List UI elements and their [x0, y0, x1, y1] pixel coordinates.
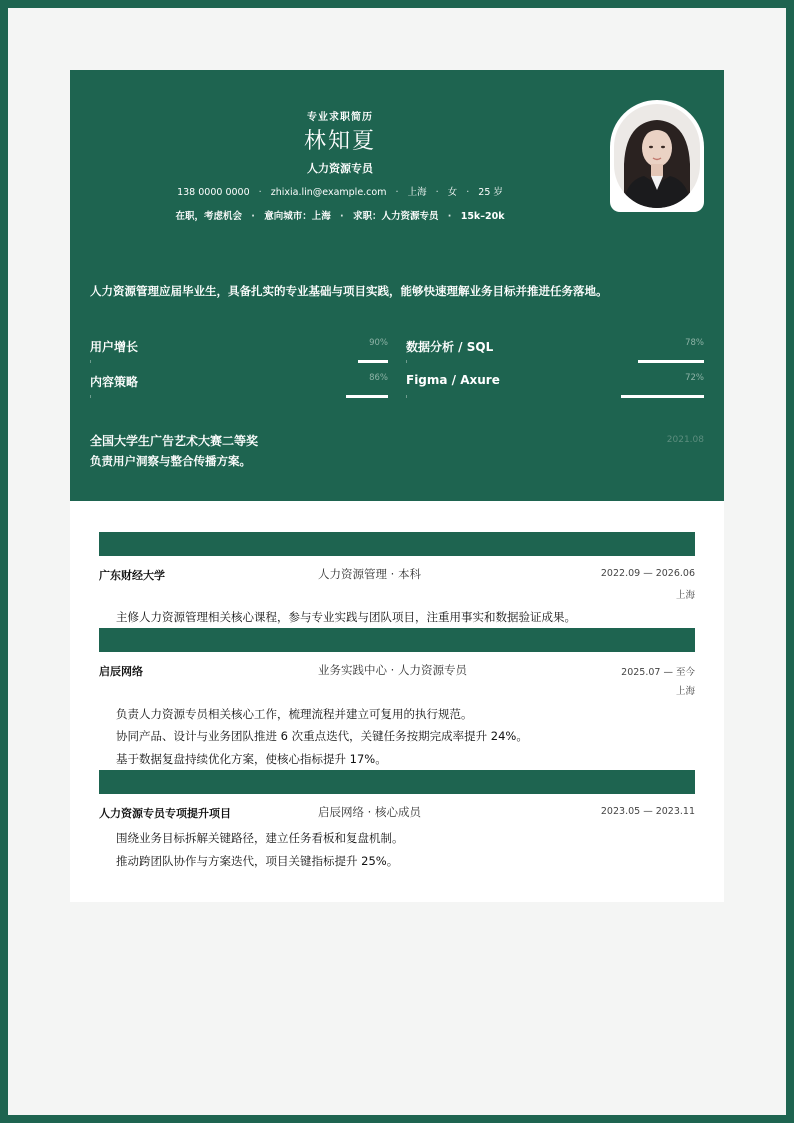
separator: ·: [447, 211, 452, 222]
education-location: 上海: [675, 590, 695, 601]
gender: 女: [447, 187, 458, 198]
candidate-role: 人力资源专员: [307, 162, 373, 175]
award-title: 全国大学生广告艺术大赛二等奖: [90, 434, 259, 448]
work-date: 2025.07 — 至今: [621, 667, 695, 678]
status-line: [70, 208, 610, 222]
separator: ·: [258, 187, 262, 198]
city: 上海: [407, 187, 427, 198]
skill-percent: 72%: [685, 373, 704, 383]
skill-bar-fill: [358, 360, 388, 363]
skill-bar-fill: [346, 395, 388, 398]
section-header-bar: [99, 532, 695, 556]
section-header-bar: [99, 628, 695, 652]
separator: ·: [395, 187, 399, 198]
skill-percent: 86%: [369, 373, 388, 383]
work-bullet: 基于数据复盘持续优化方案，使核心指标提升 17%。: [116, 752, 387, 766]
project-date: 2023.05 — 2023.11: [600, 806, 695, 817]
project-name: 人力资源专员专项提升项目: [99, 807, 231, 820]
school-name: 广东财经大学: [99, 569, 165, 582]
skill-bar: [90, 360, 388, 363]
skill-bar: [90, 395, 388, 398]
award-description: 负责用户洞察与整合传播方案。: [90, 454, 251, 468]
skill-item: [90, 373, 388, 403]
separator: ·: [251, 211, 255, 222]
resume-page: [70, 70, 724, 902]
skill-percent: 78%: [685, 338, 704, 348]
candidate-name: 林知夏: [303, 129, 376, 154]
skill-bar: [406, 360, 704, 363]
separator: ·: [435, 187, 439, 198]
work-bullet: 协同产品、设计与业务团队推进 6 次重点迭代，关键任务按期完成率提升 24%。: [116, 729, 528, 743]
resume-eyebrow: 专业求职简历: [307, 112, 373, 123]
separator: ·: [340, 211, 344, 222]
education-date: 2022.09 — 2026.06: [600, 568, 695, 579]
availability: 在职，考虑机会: [175, 211, 242, 222]
target-role: 求职：人力资源专员: [352, 211, 439, 222]
salary-range: 15k–20k: [460, 211, 505, 222]
project-bullet: 围绕业务目标拆解关键路径，建立任务看板和复盘机制。: [116, 831, 404, 845]
work-location: 上海: [675, 686, 695, 697]
age: 25 岁: [478, 187, 503, 198]
skill-bar: [406, 395, 704, 398]
section-header-bar: [99, 770, 695, 794]
project-bullet: 推动跨团队协作与方案迭代，项目关键指标提升 25%。: [116, 854, 399, 868]
skill-bar-fill: [638, 360, 704, 363]
work-bullet: 负责人力资源专员相关核心工作，梳理流程并建立可复用的执行规范。: [116, 707, 473, 721]
skill-name: 用户增长: [90, 340, 139, 354]
phone-number: 138 0000 0000: [177, 187, 250, 198]
email-address: zhixia.lin@example.com: [270, 187, 387, 198]
skill-percent: 90%: [369, 338, 388, 348]
skill-name: Figma / Axure: [406, 373, 500, 387]
summary-text: 人力资源管理应届毕业生，具备扎实的专业基础与项目实践，能够快速理解业务目标并推进任务落地。: [90, 284, 608, 298]
skill-name: 数据分析 / SQL: [406, 340, 494, 354]
resume-header: [70, 70, 724, 501]
profile-photo: [610, 100, 704, 212]
skill-item: [406, 338, 704, 368]
skill-bar-fill: [621, 395, 704, 398]
portrait-image: [614, 104, 700, 208]
target-city: 意向城市：上海: [264, 211, 331, 222]
project-org-role: 启辰网络 · 核心成员: [318, 805, 421, 819]
award-date: 2021.08: [666, 435, 704, 445]
skill-name: 内容策略: [90, 375, 139, 389]
major-degree: 人力资源管理 · 本科: [318, 567, 421, 581]
education-bullet: 主修人力资源管理相关核心课程，参与专业实践与团队项目，注重用事实和数据验证成果。: [116, 610, 576, 624]
skill-item: [406, 373, 704, 403]
skill-item: [90, 338, 388, 368]
contact-line: [70, 184, 610, 198]
separator: ·: [466, 187, 470, 198]
job-position: 业务实践中心 · 人力资源专员: [318, 663, 467, 677]
company-name: 启辰网络: [99, 665, 143, 678]
